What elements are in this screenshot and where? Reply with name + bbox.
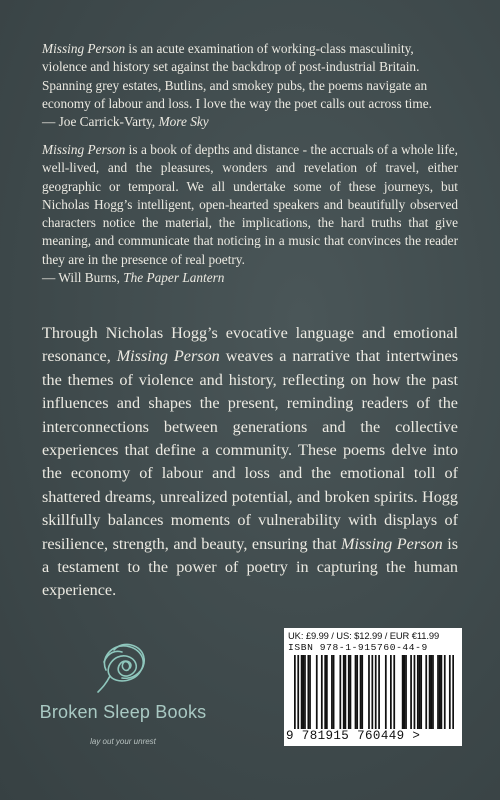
barcode-bar	[360, 655, 362, 729]
barcode-bar	[371, 655, 373, 729]
barcode-bar	[301, 655, 303, 729]
barcode-bar	[331, 655, 333, 729]
blurb-attribution: — Will Burns, The Paper Lantern	[42, 270, 225, 286]
barcode-bar	[425, 655, 427, 729]
barcode-bar	[378, 655, 380, 729]
barcode-bar	[441, 655, 443, 729]
book-description: Through Nicholas Hogg’s evocative language and emotional resonance, Missing Person weaves a narrative that intertwines the themes of violence and history, reflecting on how the past influences and shapes the present, reminding readers of the interconnections between generations and the collective experiences that define a community. These poems delve into the economy of labour and loss and the emotional toll of shattered dreams, unrealized potential, and broken spirits. Hogg skillfully balances moments of vulnerability with displays of resilience, strength, and beauty, ensuring that Missing Person is a testament to the power of poetry in capturing the human experience.	[42, 324, 459, 600]
barcode-bar	[361, 655, 363, 729]
barcode-bar	[452, 655, 454, 729]
barcode-bar	[339, 655, 341, 729]
barcode-panel	[284, 628, 462, 746]
barcode-bar	[437, 655, 439, 729]
publisher-name: Broken Sleep Books	[39, 702, 207, 722]
barcode-bar	[309, 655, 311, 729]
barcode-bar	[414, 655, 416, 729]
barcode-bar	[294, 655, 296, 729]
barcode-bar	[417, 655, 419, 729]
barcode-bar	[430, 655, 432, 729]
barcode-bar	[390, 655, 392, 729]
scribble-logo-icon	[94, 636, 154, 696]
barcode-bar	[350, 655, 352, 729]
barcode-bar	[393, 655, 395, 729]
barcode-bar	[316, 655, 318, 729]
price-line: UK: £9.99 / US: $12.99 / EUR €11.99	[288, 630, 440, 641]
barcode-bar	[449, 655, 451, 729]
barcode-bar	[439, 655, 441, 729]
barcode-bar	[368, 655, 370, 729]
barcode-bars	[294, 655, 454, 729]
barcode-bar	[432, 655, 434, 729]
barcode-bar	[343, 655, 345, 729]
barcode-bar	[348, 655, 350, 729]
barcode-bar	[345, 655, 347, 729]
book-title: Missing Person	[116, 347, 220, 366]
isbn-line: ISBN 978-1-915760-44-9	[288, 642, 428, 653]
barcode-number: 9 781915 760449 >	[286, 729, 421, 743]
blurb-text: Missing Person is a book of depths and distance - the accruals of a whole life, well-lived, and the pleasures, wonders and revelation of travel, either geographic or temporal. We all undertake some of these journeys, but Nicholas Hogg’s intelligent, open-hearted speakers and beautifully observed characters notice the material, the implications, the hard truths that give meaning, and communicate that noticing in a music that convinces the reader they are in the presence of real poetry.	[42, 142, 458, 267]
blurb-text: Missing Person is an acute examination of working-class masculinity, violence and history set against the backdrop of post-industrial Britain. Spanning grey estates, Butlins, and smokey pubs, the poems navigate an economy of labour and loss. I love the way the poet calls out across time.	[42, 41, 432, 111]
barcode-bar	[402, 655, 404, 729]
barcode-bar	[444, 655, 446, 729]
barcode-bar	[326, 655, 328, 729]
barcode-bar	[333, 655, 335, 729]
barcode-bar	[403, 655, 405, 729]
barcode-bar	[302, 655, 304, 729]
barcode-bar	[429, 655, 431, 729]
barcode-bar	[375, 655, 377, 729]
publisher-logo	[38, 636, 208, 756]
book-title: Missing Person	[341, 534, 443, 553]
barcode-bar	[321, 655, 323, 729]
barcode-bar	[356, 655, 358, 729]
book-title: Missing Person	[42, 142, 126, 157]
barcode-bar	[304, 655, 306, 729]
blurb-joe-carrick-varty	[42, 40, 458, 131]
barcode-bar	[385, 655, 387, 729]
barcode-bar	[355, 655, 357, 729]
blurb-will-burns	[42, 141, 458, 287]
barcode-bar	[420, 655, 422, 729]
barcode-bar	[410, 655, 412, 729]
book-title: Missing Person	[42, 41, 126, 56]
barcode-bar	[297, 655, 299, 729]
barcode-bar	[405, 655, 407, 729]
barcode-bar	[419, 655, 421, 729]
barcode-bar	[307, 655, 309, 729]
barcode-bar	[324, 655, 326, 729]
publisher-tagline: lay out your unrest	[90, 737, 156, 746]
blurb-attribution: — Joe Carrick-Varty, More Sky	[42, 114, 209, 130]
